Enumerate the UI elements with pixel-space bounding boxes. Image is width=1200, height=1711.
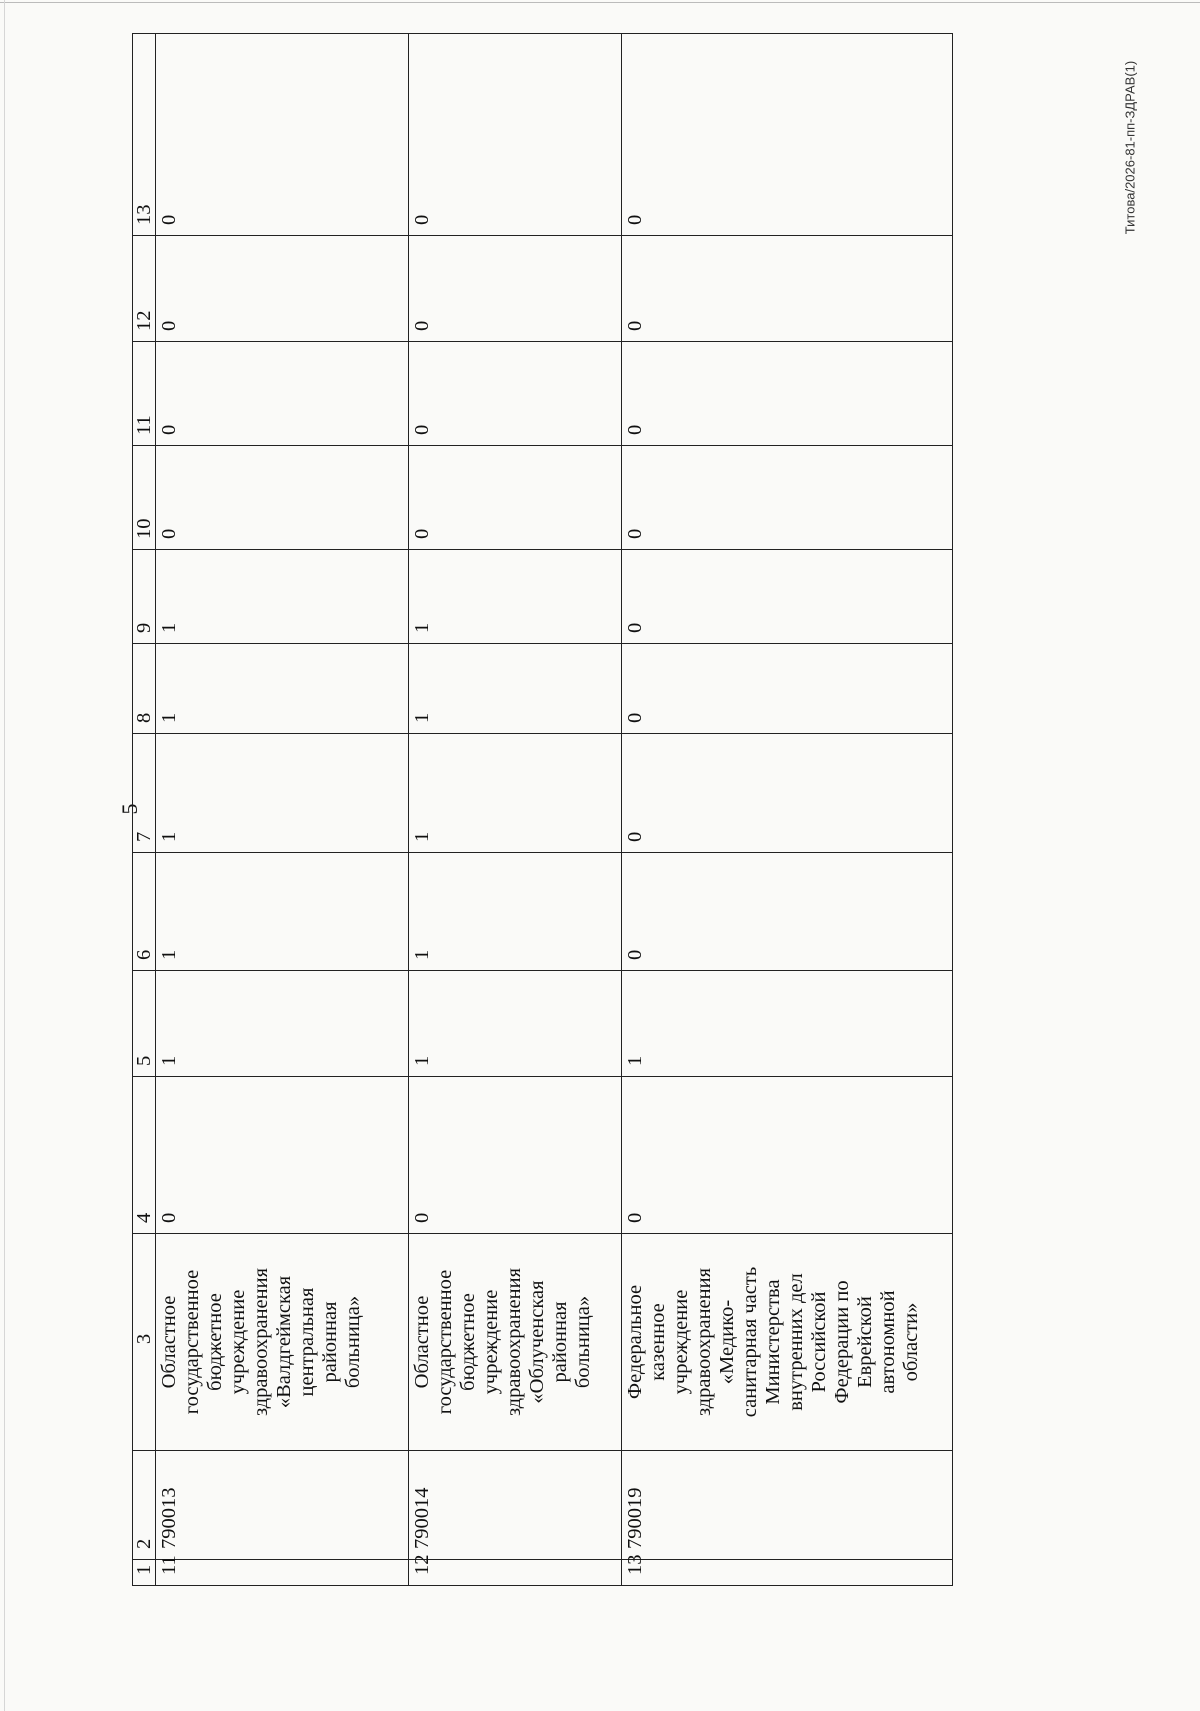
value-cell: 0 bbox=[156, 34, 409, 236]
value-cell: 0 bbox=[622, 853, 953, 971]
page-number: 5 bbox=[117, 803, 142, 815]
value-cell: 1 bbox=[409, 734, 622, 853]
value-cell: 0 bbox=[156, 236, 409, 342]
value-cell: 1 bbox=[409, 644, 622, 734]
value-cell: 1 bbox=[156, 971, 409, 1077]
value-cell: 0 bbox=[409, 1077, 622, 1234]
value-cell: 1 bbox=[156, 550, 409, 644]
header-cell: 2 bbox=[133, 1451, 156, 1560]
scan-edge-left bbox=[4, 0, 5, 1711]
value-cell: 0 bbox=[156, 1077, 409, 1234]
value-cell: 0 bbox=[156, 446, 409, 550]
header-cell: 13 bbox=[133, 34, 156, 236]
header-cell: 5 bbox=[133, 971, 156, 1077]
facility-name: Областное государственное бюджетное учреждение здравоохранения «Облученская районная больница» bbox=[409, 1234, 622, 1451]
header-cell: 1 bbox=[133, 1560, 156, 1586]
header-cell: 11 bbox=[133, 342, 156, 446]
facility-code: 790013 bbox=[156, 1451, 409, 1560]
scan-edge-top bbox=[0, 2, 1200, 3]
rotated-page bbox=[110, 24, 976, 1594]
value-cell: 1 bbox=[156, 853, 409, 971]
value-cell: 1 bbox=[156, 734, 409, 853]
row-number: 13 bbox=[622, 1560, 953, 1586]
value-cell: 1 bbox=[409, 550, 622, 644]
table-row bbox=[156, 34, 409, 1586]
header-cell: 12 bbox=[133, 236, 156, 342]
value-cell: 0 bbox=[622, 342, 953, 446]
header-cell: 10 bbox=[133, 446, 156, 550]
value-cell: 0 bbox=[156, 342, 409, 446]
value-cell: 1 bbox=[409, 971, 622, 1077]
facility-code: 790014 bbox=[409, 1451, 622, 1560]
facility-name: Федеральное казенное учреждение здравоохранения «Медико- санитарная часть Министерства внутренних дел Российской Федерации по Еврейской автономной области» bbox=[622, 1234, 953, 1451]
value-cell: 0 bbox=[622, 550, 953, 644]
header-cell: 9 bbox=[133, 550, 156, 644]
data-table bbox=[132, 33, 953, 1586]
header-cell: 7 bbox=[133, 734, 156, 853]
facility-name: Областное государственное бюджетное учреждение здравоохранения «Валдгеймская центральная районная больница» bbox=[156, 1234, 409, 1451]
header-cell: 8 bbox=[133, 644, 156, 734]
row-number: 11 bbox=[156, 1560, 409, 1586]
table-row bbox=[622, 34, 953, 1586]
value-cell: 0 bbox=[622, 734, 953, 853]
value-cell: 0 bbox=[409, 236, 622, 342]
value-cell: 0 bbox=[622, 34, 953, 236]
header-row bbox=[133, 34, 156, 1586]
header-cell: 4 bbox=[133, 1077, 156, 1234]
row-number: 12 bbox=[409, 1560, 622, 1586]
value-cell: 0 bbox=[409, 446, 622, 550]
table-row bbox=[409, 34, 622, 1586]
value-cell: 0 bbox=[409, 34, 622, 236]
value-cell: 0 bbox=[622, 446, 953, 550]
value-cell: 0 bbox=[409, 342, 622, 446]
value-cell: 0 bbox=[622, 236, 953, 342]
value-cell: 0 bbox=[622, 1077, 953, 1234]
value-cell: 1 bbox=[622, 971, 953, 1077]
header-cell: 3 bbox=[133, 1234, 156, 1451]
value-cell: 1 bbox=[409, 853, 622, 971]
document-code: Титова/2026-81-пп-ЗДРАВ(1) bbox=[1122, 60, 1138, 235]
header-cell: 6 bbox=[133, 853, 156, 971]
value-cell: 1 bbox=[156, 644, 409, 734]
facility-code: 790019 bbox=[622, 1451, 953, 1560]
value-cell: 0 bbox=[622, 644, 953, 734]
